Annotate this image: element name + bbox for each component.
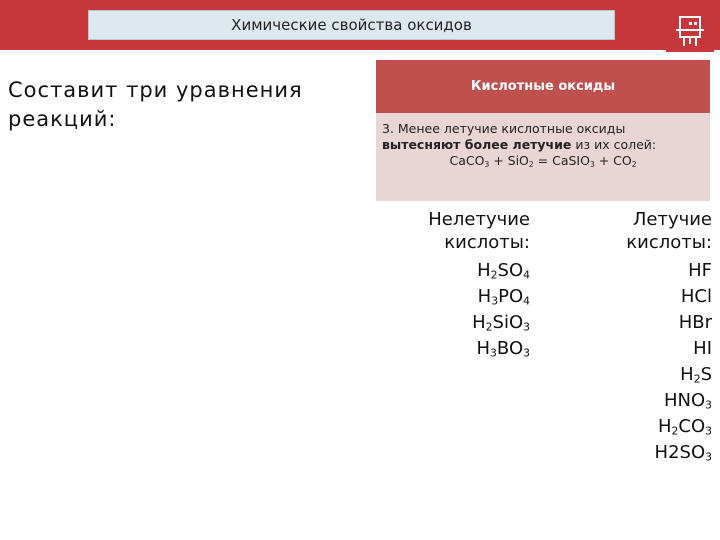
acidic-oxides-header	[376, 60, 710, 113]
nonvolatile-heading-1: Нелетучие	[428, 209, 530, 230]
volatile-acid-list	[560, 258, 712, 466]
rule-bold: вытесняют более летучие	[382, 137, 572, 152]
formula-part: H	[472, 312, 486, 333]
formula-part: S	[700, 364, 712, 385]
formula-subscript: 3	[491, 294, 499, 308]
formula-part: PO	[498, 286, 524, 307]
slide-title	[88, 10, 615, 40]
eq-reactant-1: CaCO	[449, 153, 485, 168]
volatile-heading-2: кислоты:	[626, 232, 712, 253]
formula-subscript: 2	[671, 424, 679, 438]
acidic-oxides-rule	[376, 113, 710, 201]
formula-part: HI	[693, 338, 712, 359]
formula-part: CO	[678, 416, 706, 437]
eq-plus-2: +	[594, 153, 614, 168]
acid-formula	[560, 310, 712, 336]
formula-part: H	[477, 260, 491, 281]
task-text: Составит три уравнения реакций:	[8, 78, 303, 131]
acid-formula	[400, 310, 530, 336]
slide-title-text: Химические свойства оксидов	[231, 16, 472, 34]
acidic-oxides-title: Кислотные оксиды	[470, 79, 616, 94]
rule-prefix: 3. Менее летучие кислотные оксиды	[382, 121, 626, 136]
rule-suffix: из их солей:	[571, 137, 657, 152]
formula-part: H	[680, 364, 694, 385]
formula-subscript: 2	[485, 320, 493, 334]
formula-part: H	[476, 338, 491, 359]
acid-formula	[560, 284, 712, 310]
formula-part: H2SO	[654, 442, 706, 463]
formula-subscript: 3	[523, 320, 530, 334]
eq-reactant-1-sub: 3	[484, 159, 490, 169]
acid-formula	[400, 336, 530, 362]
formula-part: H	[477, 286, 492, 307]
acid-formula	[560, 388, 712, 414]
formula-part: BO	[496, 338, 524, 359]
acid-formula	[400, 258, 530, 284]
formula-part: HF	[688, 260, 712, 281]
formula-part: HBr	[678, 312, 712, 333]
eq-plus-1: +	[489, 153, 508, 168]
volatile-acids-column	[560, 208, 712, 466]
formula-part: SO	[497, 260, 524, 281]
formula-part: HCl	[680, 286, 712, 307]
acid-formula	[560, 414, 712, 440]
formula-subscript: 4	[523, 294, 530, 308]
eq-reactant-2-sub: 2	[528, 159, 534, 169]
formula-part: SiO	[492, 312, 524, 333]
acid-formula	[560, 336, 712, 362]
formula-subscript: 3	[705, 450, 712, 464]
eq-reactant-2: SiO	[507, 153, 529, 168]
eq-product-2: CO	[613, 153, 632, 168]
eq-equals: =	[533, 153, 553, 168]
formula-subscript: 3	[705, 424, 712, 438]
eq-product-2-sub: 2	[631, 159, 637, 169]
reaction-equation	[382, 153, 704, 169]
acid-formula	[560, 258, 712, 284]
rule-line-2	[382, 137, 704, 153]
eq-product-1-sub: 3	[589, 159, 595, 169]
rule-line-1	[382, 121, 704, 137]
acid-formula	[560, 440, 712, 466]
formula-subscript: 2	[490, 268, 498, 282]
formula-part: H	[657, 416, 672, 437]
volatile-heading-1: Летучие	[632, 209, 712, 230]
formula-subscript: 4	[523, 268, 530, 282]
acid-formula	[400, 284, 530, 310]
formula-part: HNO	[663, 390, 706, 411]
acid-formula	[560, 362, 712, 388]
eq-product-1: CaSIO	[552, 153, 590, 168]
formula-subscript: 3	[705, 398, 712, 412]
formula-subscript: 2	[693, 372, 701, 386]
formula-subscript: 3	[490, 346, 497, 360]
formula-subscript: 3	[523, 346, 530, 360]
nonvolatile-acids-column	[400, 208, 530, 362]
nonvolatile-acid-list	[400, 258, 530, 362]
crossed-window-logo-icon	[666, 8, 714, 52]
nonvolatile-heading-2: кислоты:	[444, 232, 530, 253]
